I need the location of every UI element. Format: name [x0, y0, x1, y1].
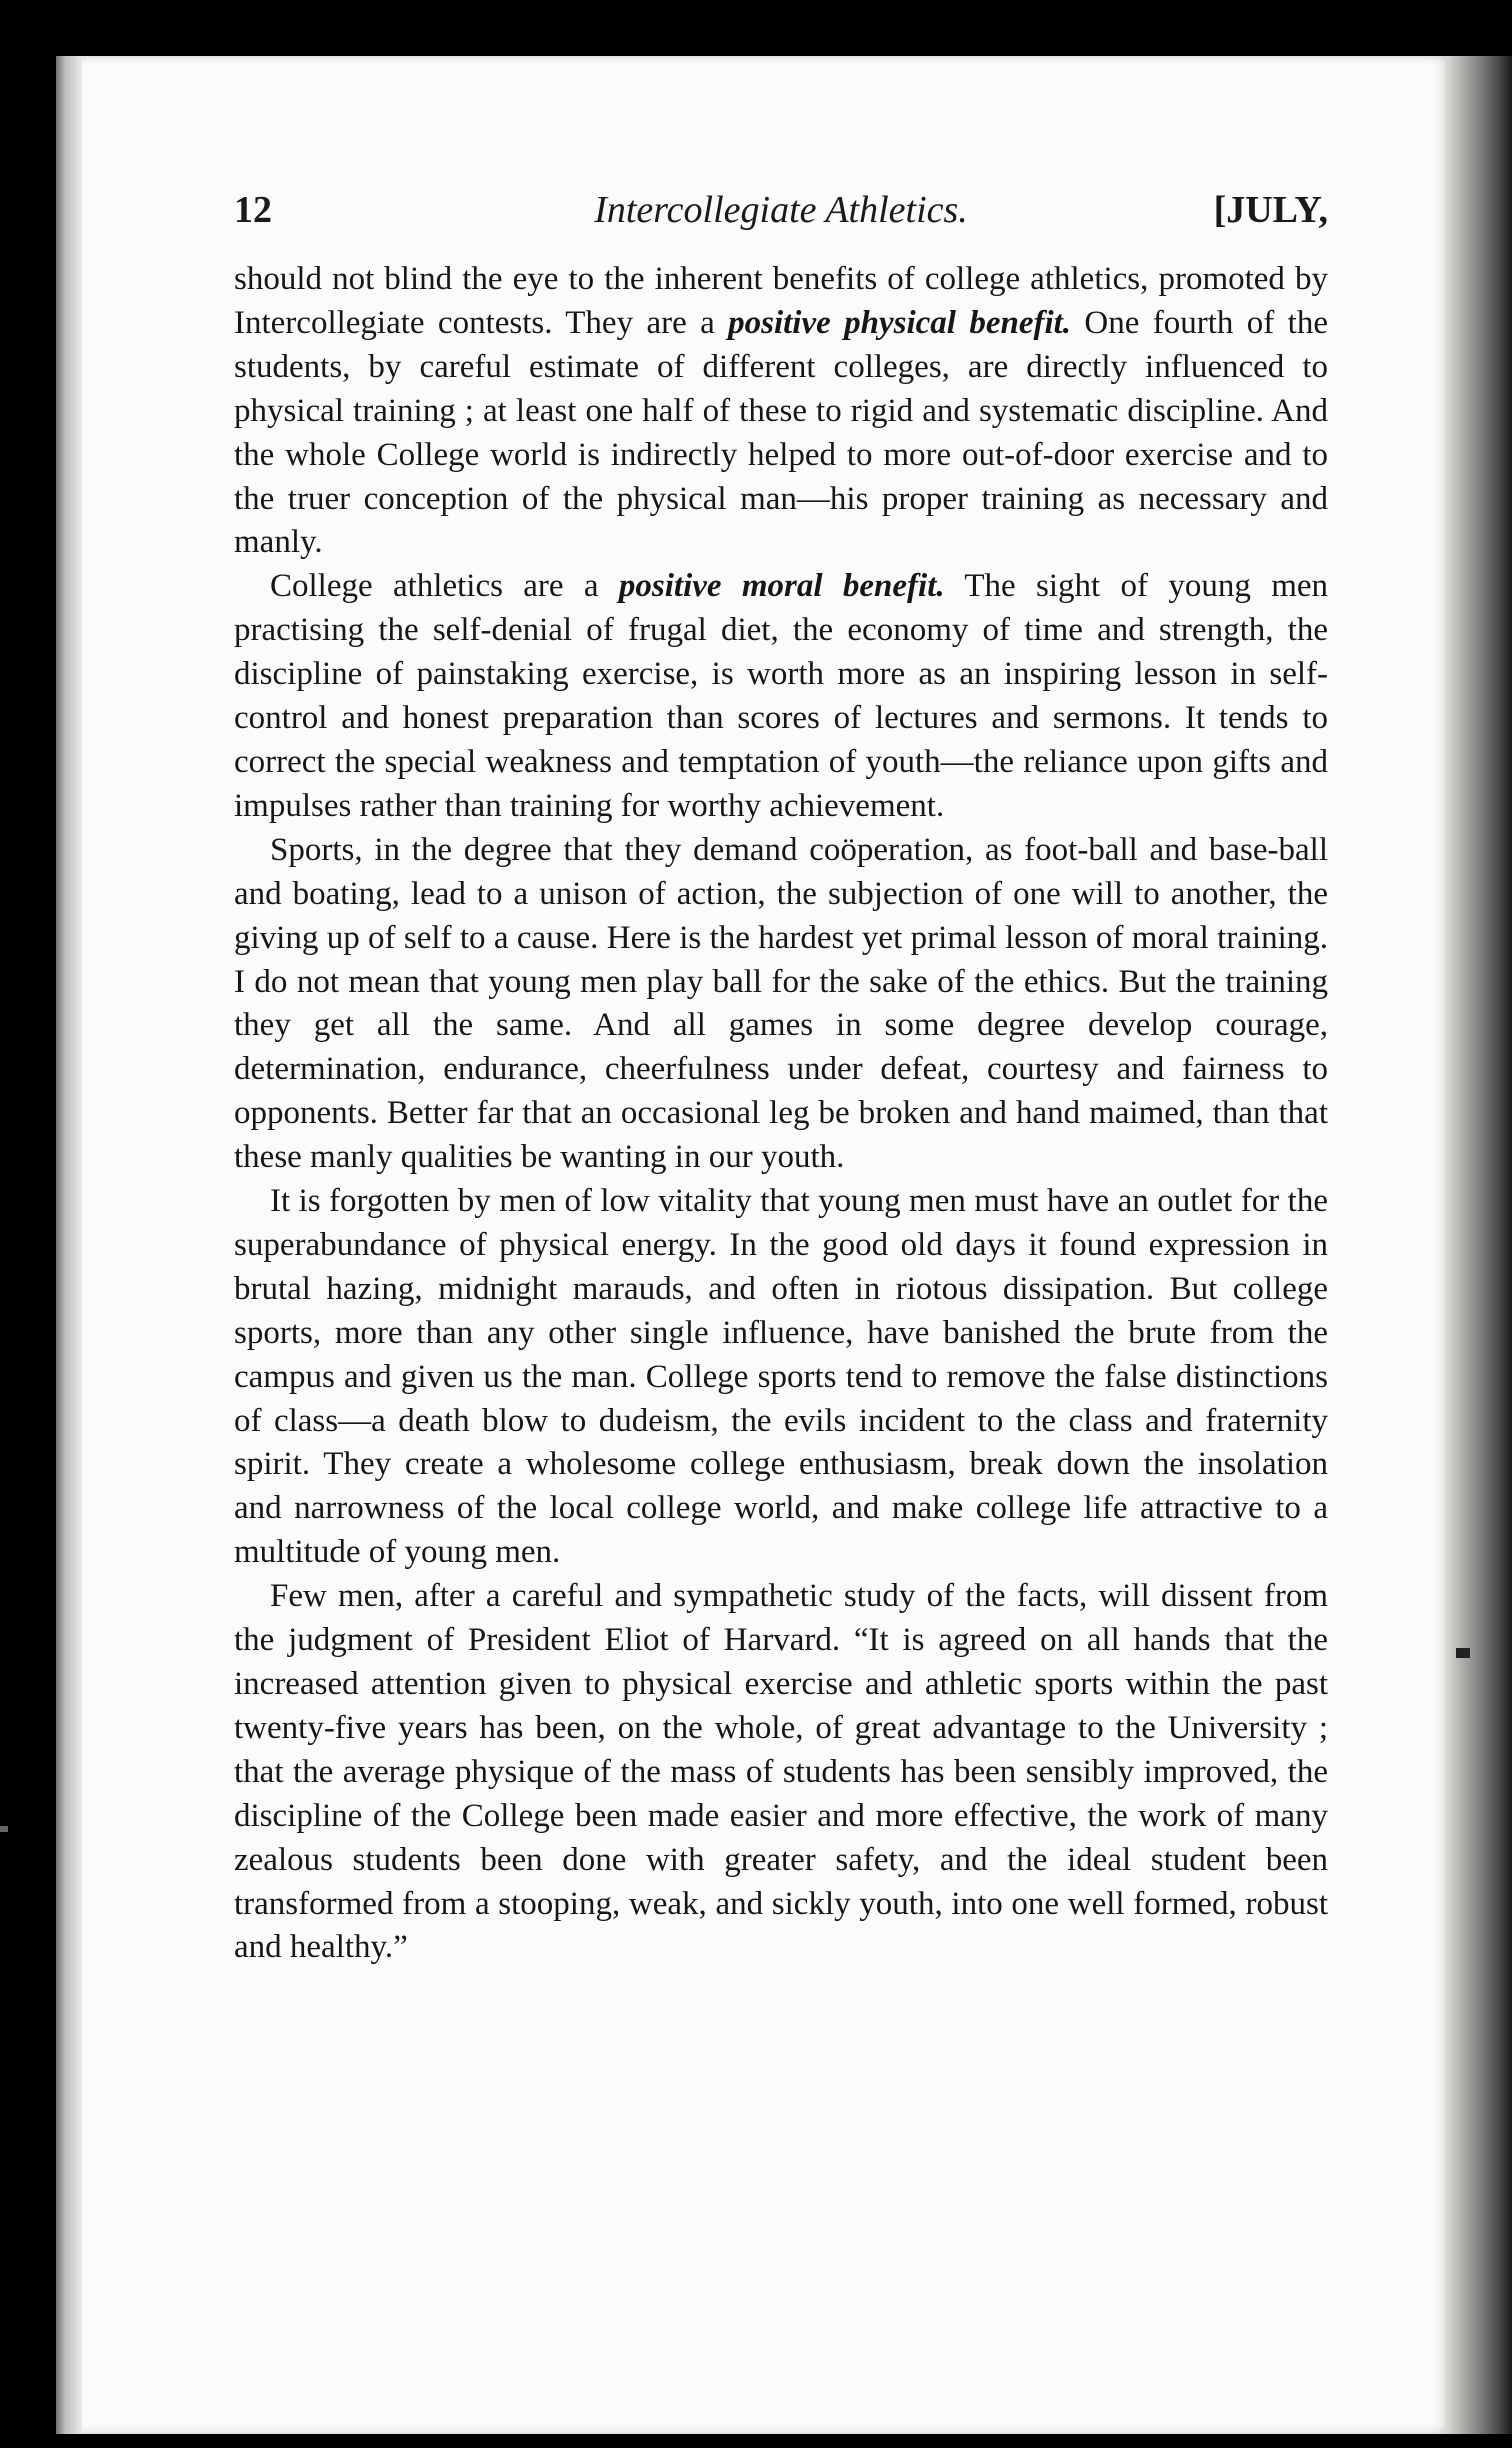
page-left-gutter: [56, 56, 82, 2434]
emphasis-segment: positive physical benefit.: [728, 304, 1072, 341]
text-segment: College athletics are a: [270, 568, 619, 605]
page-number: 12: [234, 189, 272, 231]
month-heading: [JULY,: [1213, 189, 1328, 231]
scan-top-border: [0, 0, 1512, 56]
text-segment: Sports, in the degree that they demand coöperation, as foot-ball and base-ball and boating, lead to a unison of action, the subjection of one will to another, the giving up of self to a cause. Here is the hardest yet primal lesson of moral training. I do not mean that young men play ball for the sake of the ethics. But the training they get all the same. And all games in some degree develop courage, determination, endurance, cheerfulness under defeat, courtesy and fairness to opponents. Better far that an occasional leg be broken and hand maimed, than that these manly qualities be wanting in our youth.: [234, 831, 1328, 1176]
emphasis-segment: positive moral benefit.: [618, 568, 945, 605]
margin-mark: [1456, 1648, 1470, 1658]
page-header: [234, 188, 1328, 248]
text-segment: Few men, after a careful and sympathetic study of the facts, will dissent from the judgment of President Eliot of Harvard. “It is agreed on all hands that the increased attention given to physical exercise and athletic sports within the past twenty-five years has been, on the whole, of great advantage to the University ; that the average physique of the mass of students has been sensibly improved, the discipline of the College been made easier and more effective, the work of many zealous students been done with greater safety, and the ideal student been transformed from a stooping, weak, and sickly youth, into one well formed, robust and healthy.”: [234, 1578, 1328, 1966]
text-segment: It is forgotten by men of low vitality that young men must have an outlet for the superabundance of physical energy. In the good old days it found expression in brutal hazing, midnight marauds, and often in riotous dissipation. But college sports, more than any other single influence, have banished the brute from the campus and given us the man. College sports tend to remove the false distinctions of class—a death blow to dudeism, the evils incident to the class and fraternity spirit. They create a wholesome college enthusiasm, break down the insolation and narrowness of the local college world, and make college life attractive to a multitude of young men.: [234, 1183, 1328, 1571]
text-segment: should not blind the eye to the inherent benefits of college athletics, promoted by Intercollegiate contests. They are a: [234, 261, 1328, 341]
text-segment: One fourth of the students, by careful estimate of different colleges, are directly influenced to physical training ; at least one half of these to rigid and systematic discipline. And the whole College world is indirectly helped to more out-of-door exercise and to the truer conception of the physical man—his proper training as necessary and manly.: [234, 304, 1328, 561]
text-segment: The sight of young men practising the self-denial of frugal diet, the economy of time and strength, the discipline of painstaking exercise, is worth more as an inspiring lesson in self-control and honest preparation than scores of lectures and sermons. It tends to correct the special weakness and temptation of youth—the reliance upon gifts and impulses rather than training for worthy achievement.: [234, 568, 1329, 824]
paragraph-5: [234, 1575, 1328, 1970]
paragraph-4: [234, 1180, 1328, 1575]
article-body: [234, 258, 1328, 1970]
paragraph-3: [234, 829, 1328, 1180]
running-title: Intercollegiate Athletics.: [594, 189, 968, 231]
page-right-edge: [1446, 56, 1512, 2434]
scan-artifact-mark: [0, 1826, 8, 1832]
paragraph-1: [234, 258, 1328, 565]
paragraph-2: [234, 565, 1328, 828]
